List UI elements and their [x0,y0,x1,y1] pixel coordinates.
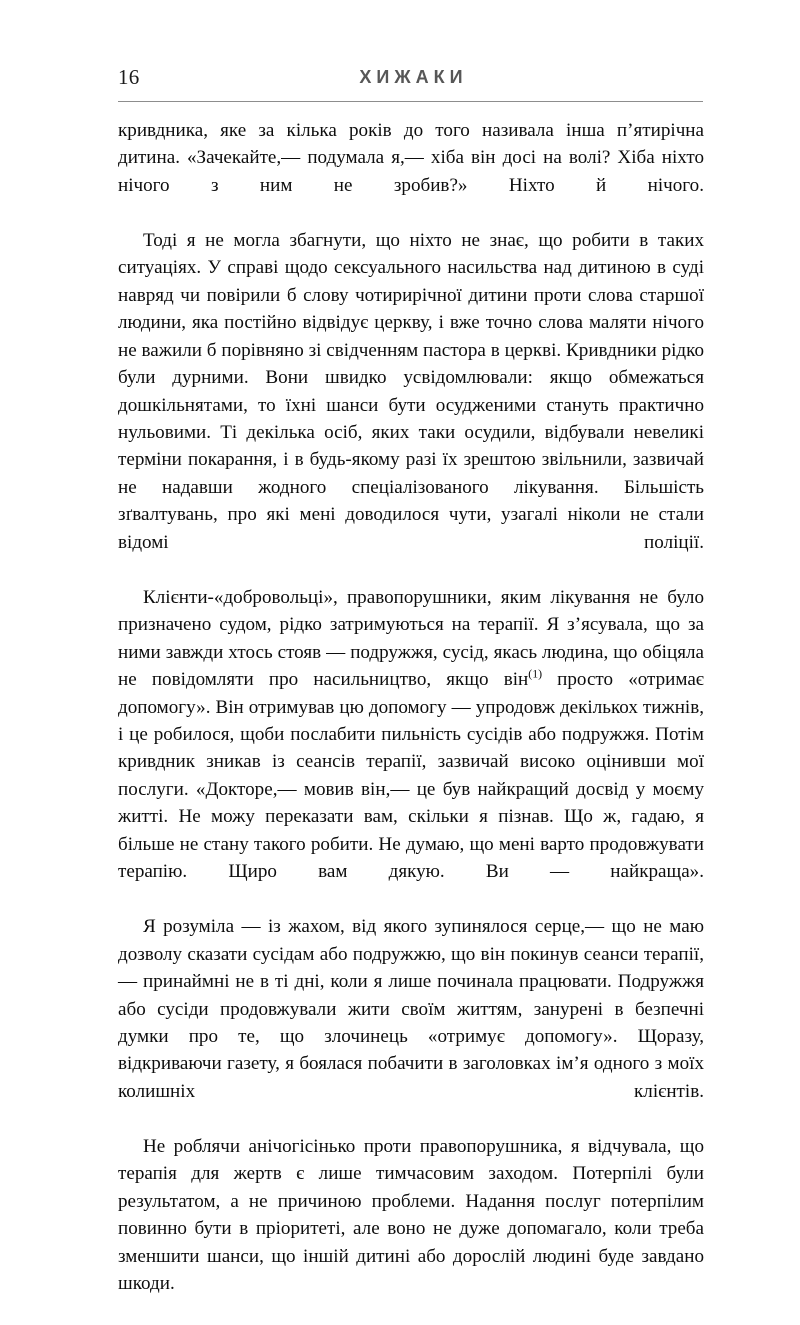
paragraph-3-text-before-footnote: Клієнти-«добровольці», правопорушники, яким лікування не було призначено судом, рідко затримуються на терапії. Я з’ясувала, що за ними завжди хтось стояв — подружжя, сусід, якась людина, що обіцяла не повідомляти про насильництво, якщо він [118,586,704,691]
body-text [118,117,704,1325]
paragraph-4: Я розуміла — із жахом, від якого зупинялося серце,— що не маю дозволу сказати сусідам або подружжю, що він покинув сеанси терапії,— принаймні не в ті дні, коли я лише починала працювати. Подружжя або сусіди продовжували жити своїм життям, занурені в безпечні думки про те, що злочинець «отримує допомогу». Щоразу, відкриваючи газету, я боялася побачити в заголовках ім’я одного з моїх колишніх клієнтів. [118,916,704,1102]
running-head [118,64,704,100]
running-title: ХИЖАКИ [359,67,468,87]
page-number: 16 [118,65,140,89]
paragraph-1: кривдника, яке за кілька років до того називала інша п’ятирічна дитина. «Зачекайте,— подумала я,— хіба він досі на волі? Хіба ніхто нічого з ним не зробив?» Ніхто й нічого. [118,120,704,196]
paragraph-2: Тоді я не могла збагнути, що ніхто не знає, що робити в таких ситуаціях. У справі щодо сексуального насильства над дитиною в суді навряд чи повірили б слову чотирирічної дитини проти слова старшої людини, яка постійно відвідує церкву, і вже точно слова маляти нічого не важили б порівняно зі свідченням пастора в церкві. Кривдники рідко були дурними. Вони швидко усвідомлювали: якщо обмежаться дошкільнятами, то їхні шанси бути осудженими стануть практично нульовими. Ті декілька осіб, яких таки осудили, відбували невеликі терміни покарання, і в будь-якому разі їх зрештою звільнили, зазвичай не надавши жодного спеціалізованого лікування. Більшість зґвалтувань, про які мені доводилося чути, узагалі ніколи не стали відомі поліції. [118,229,704,553]
footnote-marker[interactable]: (1) [528,666,543,681]
paragraph-3-text-after-footnote: просто «отримає допомогу». Він отримував цю допомогу — упродовж декількох тижнів, і це робилося, щоби послабити пильність сусідів або подружжя. Потім кривдник зникав із сеансів терапії, зазвичай високо оцінивши мої послуги. «Докторе,— мовив він,— це був найкращий досвід у моєму житті. Не можу переказати вам, скільки я пізнав. Що ж, гадаю, я більше не стану такого робити. Не думаю, що мені варто продовжувати терапію. Щиро вам дякую. Ви — найкраща». [118,669,705,883]
header-divider [118,101,703,102]
paragraph-3 [118,584,704,913]
paragraph-5: Не роблячи анічогісінько проти правопорушника, я відчувала, що терапія для жертв є лише тимчасовим заходом. Потерпілі були результатом, а не причиною проблеми. Надання послуг потерпілим повинно бути в пріоритеті, але воно не дуже допомагало, коли треба зменшити шанси, що іншій дитині або дорослій людині буде завдано шкоди. [118,1135,704,1295]
